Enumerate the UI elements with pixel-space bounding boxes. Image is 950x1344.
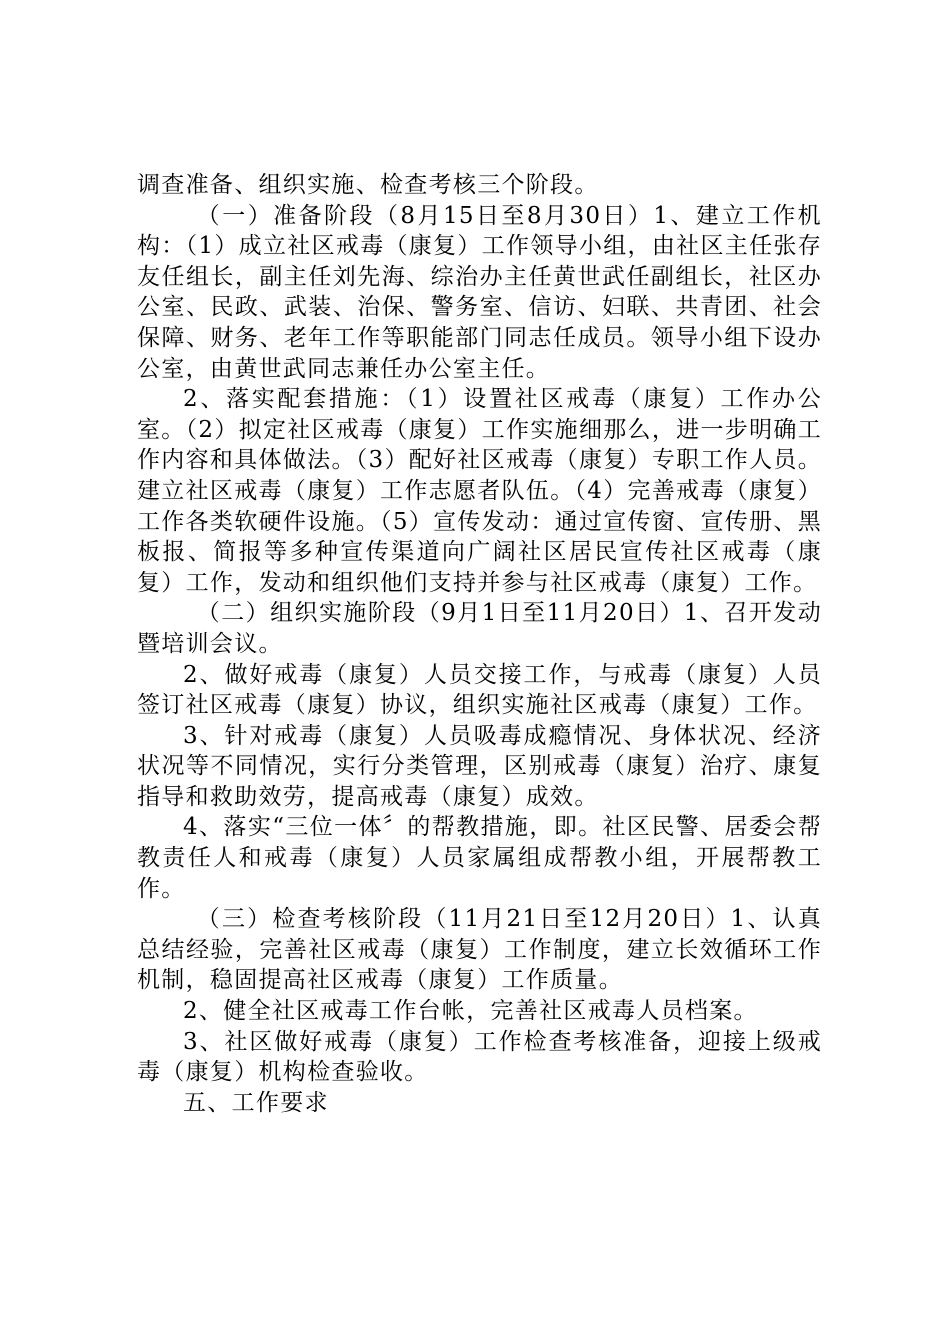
paragraph-intro: 调查准备、组织实施、检查考核三个阶段。 [137, 172, 599, 198]
paragraph-stage-two: （二）组织实施阶段（9月1日至11月20日）1、召开发动暨培训会议。 [137, 600, 822, 657]
paragraph-stage-one: （一）准备阶段（8月15日至8月30日）1、建立工作机构：（1）成立社区戒毒（康复）工作领导小组，由社区主任张存友任组长，副主任刘先海、综治办主任黄世武任副组长，社区办公室、民政、武装、治保、警务室、信访、妇联、共青团、社会保障、财务、老年工作等职能部门同志任成员。领导小组下设办公室，由黄世武同志兼任办公室主任。 [137, 202, 822, 382]
document-page [137, 170, 822, 1118]
paragraph-inspection: 3、社区做好戒毒（康复）工作检查考核准备，迎接上级戒毒（康复）机构检查验收。 [137, 1028, 822, 1086]
paragraph-handover: 2、做好戒毒（康复）人员交接工作，与戒毒（康复）人员签订社区戒毒（康复）协议，组织实施社区戒毒（康复）工作。 [137, 661, 822, 719]
paragraph-supporting-measures: 2、落实配套措施：（1）设置社区戒毒（康复）工作办公室。（2）拟定社区戒毒（康复）工作实施细那么，进一步明确工作内容和具体做法。（3）配好社区戒毒（康复）专职工作人员。建立社区戒毒（康复）工作志愿者队伍。（4）完善戒毒（康复）工作各类软硬件设施。（5）宣传发动：通过宣传窗、宣传册、黑板报、简报等多种宣传渠道向广阔社区居民宣传社区戒毒（康复）工作，发动和组织他们支持并参与社区戒毒（康复）工作。 [137, 386, 822, 596]
paragraph-three-in-one: 4、落实“三位一体〞的帮教措施，即。社区民警、居委会帮教责任人和戒毒（康复）人员家属组成帮教小组，开展帮教工作。 [137, 814, 822, 902]
paragraph-records: 2、健全社区戒毒工作台帐，完善社区戒毒人员档案。 [183, 998, 758, 1025]
paragraph-classification: 3、针对戒毒（康复）人员吸毒成瘾情况、身体状况、经济状况等不同情况，实行分类管理，区别戒毒（康复）治疗、康复指导和救助效劳，提高戒毒（康复）成效。 [137, 722, 822, 810]
section-heading-work-requirements: 五、工作要求 [183, 1089, 329, 1116]
paragraph-stage-three: （三）检查考核阶段（11月21日至12月20日）1、认真总结经验，完善社区戒毒（康复）工作制度，建立长效循环工作机制，稳固提高社区戒毒（康复）工作质量。 [137, 906, 822, 994]
